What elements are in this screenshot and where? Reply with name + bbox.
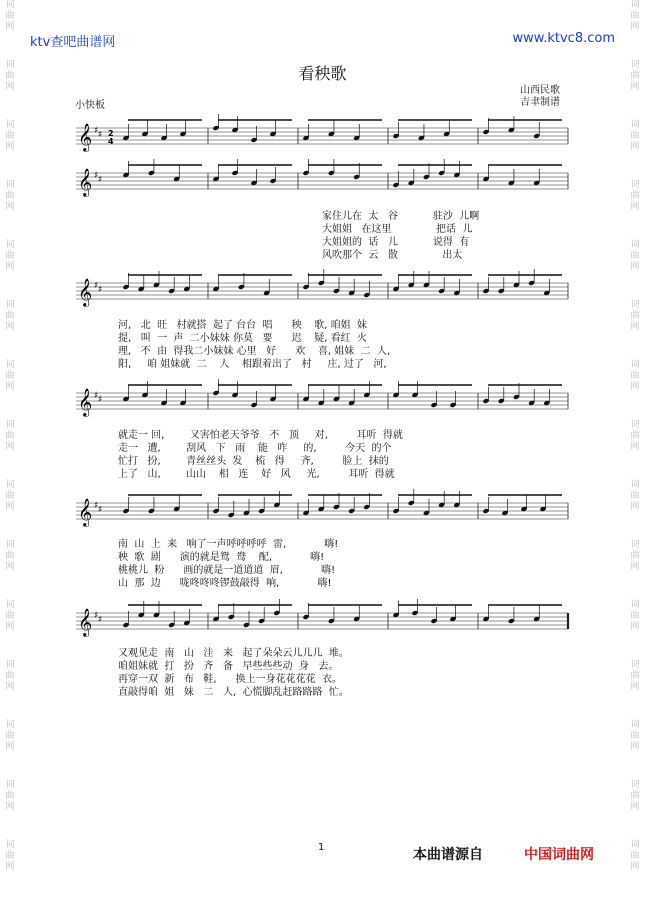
origin-line-1: 山西民歌 — [520, 85, 560, 96]
watermark-char: 网 — [5, 682, 15, 692]
watermark-char: 网 — [5, 142, 15, 152]
watermark-char: 词 — [5, 720, 15, 730]
key-sharp: ♯ — [98, 175, 103, 185]
footer-source-site[interactable]: 中国词曲网 — [524, 847, 594, 863]
watermark-char: 词 — [5, 600, 15, 610]
watermark-char: 曲 — [5, 491, 15, 501]
key-sharp: ♯ — [94, 611, 99, 621]
lyric-line: 上了 山, 山山 相 连 好 风 光, 耳听 得就 — [118, 469, 395, 480]
footer-source-label: 本曲谱源自 — [413, 847, 483, 863]
lyric-line: 家住儿在 太 谷 驻沙 儿啊 — [322, 211, 480, 222]
watermark-char: 曲 — [630, 491, 640, 501]
watermark-char: 网 — [5, 442, 15, 452]
watermark-char: 词 — [630, 0, 640, 10]
watermark-char: 曲 — [630, 131, 640, 141]
key-sharp: ♯ — [98, 130, 103, 140]
watermark-char: 词 — [630, 420, 640, 430]
watermark-char: 网 — [5, 802, 15, 812]
watermark-char: 曲 — [630, 11, 640, 21]
lyric-line: 南 山 上 来 响了一声呼呼呼呼 雷, 嗨! — [118, 539, 339, 550]
lyric-line: 阳, 咱 姐妹就 二 人 相跟着出了 村 庄, 过了 河, — [118, 359, 387, 370]
key-sharp: ♯ — [98, 395, 103, 405]
watermark-char: 曲 — [630, 791, 640, 801]
treble-clef: 𝄞 — [78, 123, 93, 151]
watermark-char: 曲 — [5, 791, 15, 801]
watermark-char: 网 — [630, 742, 640, 752]
watermark-char: 曲 — [630, 671, 640, 681]
watermark-char: 词 — [5, 180, 15, 190]
watermark-char: 网 — [5, 622, 15, 632]
watermark-char: 词 — [630, 600, 640, 610]
lyric-line: 风吹那个 云 散 出太 — [322, 250, 463, 261]
treble-clef: 𝄞 — [78, 168, 93, 196]
watermark-char: 词 — [630, 660, 640, 670]
lyric-line: 河, 北 旺 村就搭 起了 台台 唱 秧 歌, 咱姐 妹 — [118, 320, 368, 331]
watermark-char: 曲 — [5, 311, 15, 321]
watermark-char: 曲 — [5, 431, 15, 441]
watermark-char: 曲 — [630, 551, 640, 561]
watermark-char: 曲 — [630, 431, 640, 441]
watermark-char: 网 — [630, 502, 640, 512]
watermark-char: 词 — [630, 300, 640, 310]
watermark-char: 网 — [5, 322, 15, 332]
watermark-char: 词 — [630, 480, 640, 490]
watermark-char: 曲 — [5, 191, 15, 201]
lyric-line: 秧 歌 剧 演的就是鸳 鸯 配, 嗨! — [118, 552, 325, 563]
watermark-char: 网 — [630, 862, 640, 872]
lyric-line: 又观见走 南 山 洼 来 起了朵朵云儿儿儿 堆。 — [118, 648, 349, 659]
watermark-char: 词 — [630, 360, 640, 370]
treble-clef: 𝄞 — [78, 498, 93, 526]
tempo-marking: 小快板 — [75, 100, 105, 111]
watermark-char: 词 — [5, 360, 15, 370]
lyric-line: 直敲得咱 姐 妹 二 人, 心慌脚乱赶路路路 忙。 — [118, 687, 349, 698]
watermark-char: 曲 — [5, 611, 15, 621]
watermark-char: 曲 — [5, 131, 15, 141]
watermark-char: 网 — [630, 142, 640, 152]
key-sharp: ♯ — [98, 505, 103, 515]
key-sharp: ♯ — [94, 391, 99, 401]
key-sharp: ♯ — [94, 126, 99, 136]
key-sharp: ♯ — [94, 501, 99, 511]
lyric-line: 山 那 边 咙咚咚咚锣鼓敲得 响, 嗨! — [118, 578, 332, 589]
watermark-char: 词 — [630, 720, 640, 730]
watermark-char: 词 — [5, 0, 15, 10]
time-sig-top: 2 — [108, 129, 114, 138]
treble-clef: 𝄞 — [78, 278, 93, 306]
watermark-char: 曲 — [630, 731, 640, 741]
watermark-char: 词 — [5, 240, 15, 250]
lyric-line: 提, 叫 一 声 二小妹妹 你莫 要 迟 疑, 看红 火 — [118, 333, 368, 344]
watermark-char: 曲 — [5, 251, 15, 261]
site-name-link[interactable]: ktv查吧曲谱网 — [30, 35, 116, 50]
key-sharp: ♯ — [94, 171, 99, 181]
watermark-char: 词 — [630, 60, 640, 70]
lyric-line: 桃桃儿 粉 画的就是一道道道 眉, 嗨! — [118, 565, 336, 576]
watermark-char: 网 — [630, 82, 640, 92]
watermark-char: 词 — [630, 780, 640, 790]
watermark-char: 曲 — [5, 11, 15, 21]
watermark-char: 网 — [630, 562, 640, 572]
watermark-char: 网 — [630, 202, 640, 212]
watermark-char: 网 — [630, 622, 640, 632]
lyric-line: 就走一 回, 又害怕老天爷爷 不 顶 对, 耳听 得就 — [118, 430, 403, 441]
watermark-char: 网 — [5, 562, 15, 572]
watermark-char: 网 — [5, 382, 15, 392]
watermark-char: 词 — [5, 300, 15, 310]
watermark-char: 词 — [630, 240, 640, 250]
lyric-line: 理, 不 由 得我二小妹妹 心里 好 欢 喜, 姐妹 二 人, — [118, 346, 391, 357]
origin-line-2: 吉聿制谱 — [520, 97, 560, 108]
watermark-char: 曲 — [630, 71, 640, 81]
watermark-char: 词 — [5, 660, 15, 670]
watermark-char: 网 — [630, 262, 640, 272]
key-sharp: ♯ — [94, 281, 99, 291]
watermark-char: 词 — [630, 540, 640, 550]
watermark-char: 网 — [630, 682, 640, 692]
watermark-char: 曲 — [5, 371, 15, 381]
watermark-char: 词 — [5, 120, 15, 130]
key-sharp: ♯ — [98, 615, 103, 625]
watermark-char: 曲 — [630, 311, 640, 321]
watermark-char: 词 — [630, 180, 640, 190]
watermark-char: 曲 — [5, 851, 15, 861]
watermark-char: 词 — [5, 60, 15, 70]
watermark-char: 曲 — [5, 551, 15, 561]
watermark-char: 网 — [5, 862, 15, 872]
treble-clef: 𝄞 — [78, 388, 93, 416]
watermark-char: 词 — [630, 840, 640, 850]
watermark-char: 词 — [630, 120, 640, 130]
watermark-char: 网 — [630, 322, 640, 332]
site-url-link[interactable]: www.ktvc8.com — [512, 31, 615, 46]
watermark-char: 网 — [5, 502, 15, 512]
treble-clef: 𝄞 — [78, 608, 93, 636]
watermark-char: 网 — [630, 442, 640, 452]
watermark-char: 曲 — [5, 731, 15, 741]
song-title: 看秧歌 — [298, 64, 347, 83]
lyric-line: 忙打 扮, 青丝丝头 发 梳 得 齐, 脸上 抹的 — [118, 456, 389, 467]
watermark-char: 网 — [5, 742, 15, 752]
watermark-char: 网 — [630, 802, 640, 812]
watermark-char: 网 — [630, 382, 640, 392]
watermark-char: 曲 — [630, 251, 640, 261]
watermark-char: 网 — [5, 202, 15, 212]
watermark-char: 曲 — [5, 71, 15, 81]
watermark-char: 网 — [5, 82, 15, 92]
watermark-char: 词 — [5, 780, 15, 790]
watermark-char: 网 — [630, 22, 640, 32]
lyric-line: 再穿一双 新 布 鞋, 换上一身花花花花 衣。 — [118, 674, 343, 685]
watermark-char: 词 — [5, 840, 15, 850]
watermark-char: 词 — [5, 420, 15, 430]
time-sig-bottom: 4 — [108, 137, 114, 146]
lyric-line: 走一 遭, 刮风 下 雨 能 咋 的, 今天 的个 — [118, 443, 392, 454]
key-sharp: ♯ — [98, 285, 103, 295]
watermark-char: 曲 — [630, 191, 640, 201]
watermark-char: 网 — [5, 22, 15, 32]
lyric-line: 大姐姐 在这里 把话 儿 — [322, 224, 473, 235]
lyric-line: 大姐姐的 话 儿 说得 有 — [322, 237, 470, 248]
watermark-char: 词 — [5, 540, 15, 550]
page-number: 1 — [318, 842, 325, 853]
watermark-char: 网 — [5, 262, 15, 272]
watermark-char: 曲 — [630, 611, 640, 621]
watermark-char: 曲 — [630, 371, 640, 381]
lyric-line: 咱姐妹就 打 扮 齐 备 早些些些动 身 去。 — [118, 661, 339, 672]
watermark-char: 词 — [5, 480, 15, 490]
watermark-char: 曲 — [5, 671, 15, 681]
watermark-char: 曲 — [630, 851, 640, 861]
